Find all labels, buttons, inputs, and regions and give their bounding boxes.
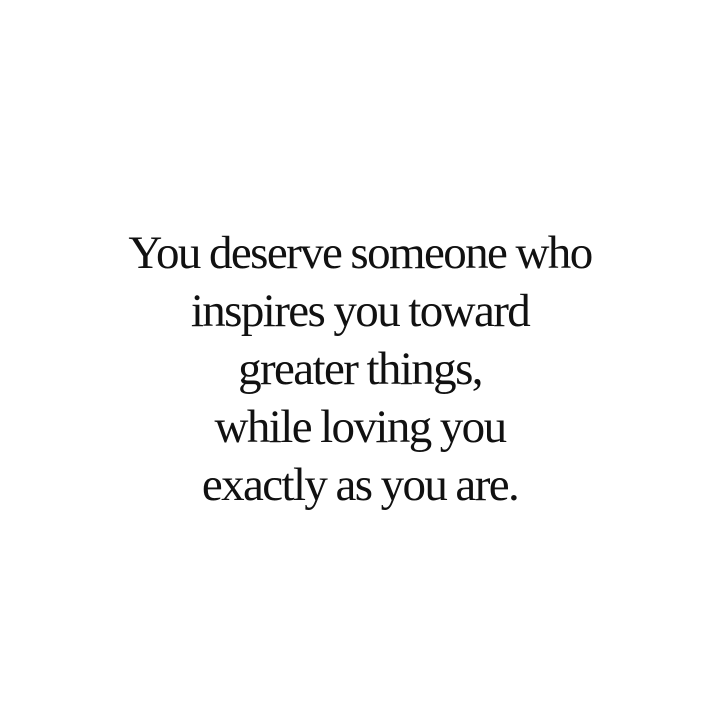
quote-line-3: greater things, [238, 343, 482, 395]
quote-line-1: You deserve someone who [128, 227, 592, 279]
quote-text [0, 224, 720, 514]
quote-line-4: while loving you [214, 401, 506, 453]
quote-line-5: exactly as you are. [201, 459, 519, 511]
quote-line-2: inspires you toward [190, 285, 530, 337]
